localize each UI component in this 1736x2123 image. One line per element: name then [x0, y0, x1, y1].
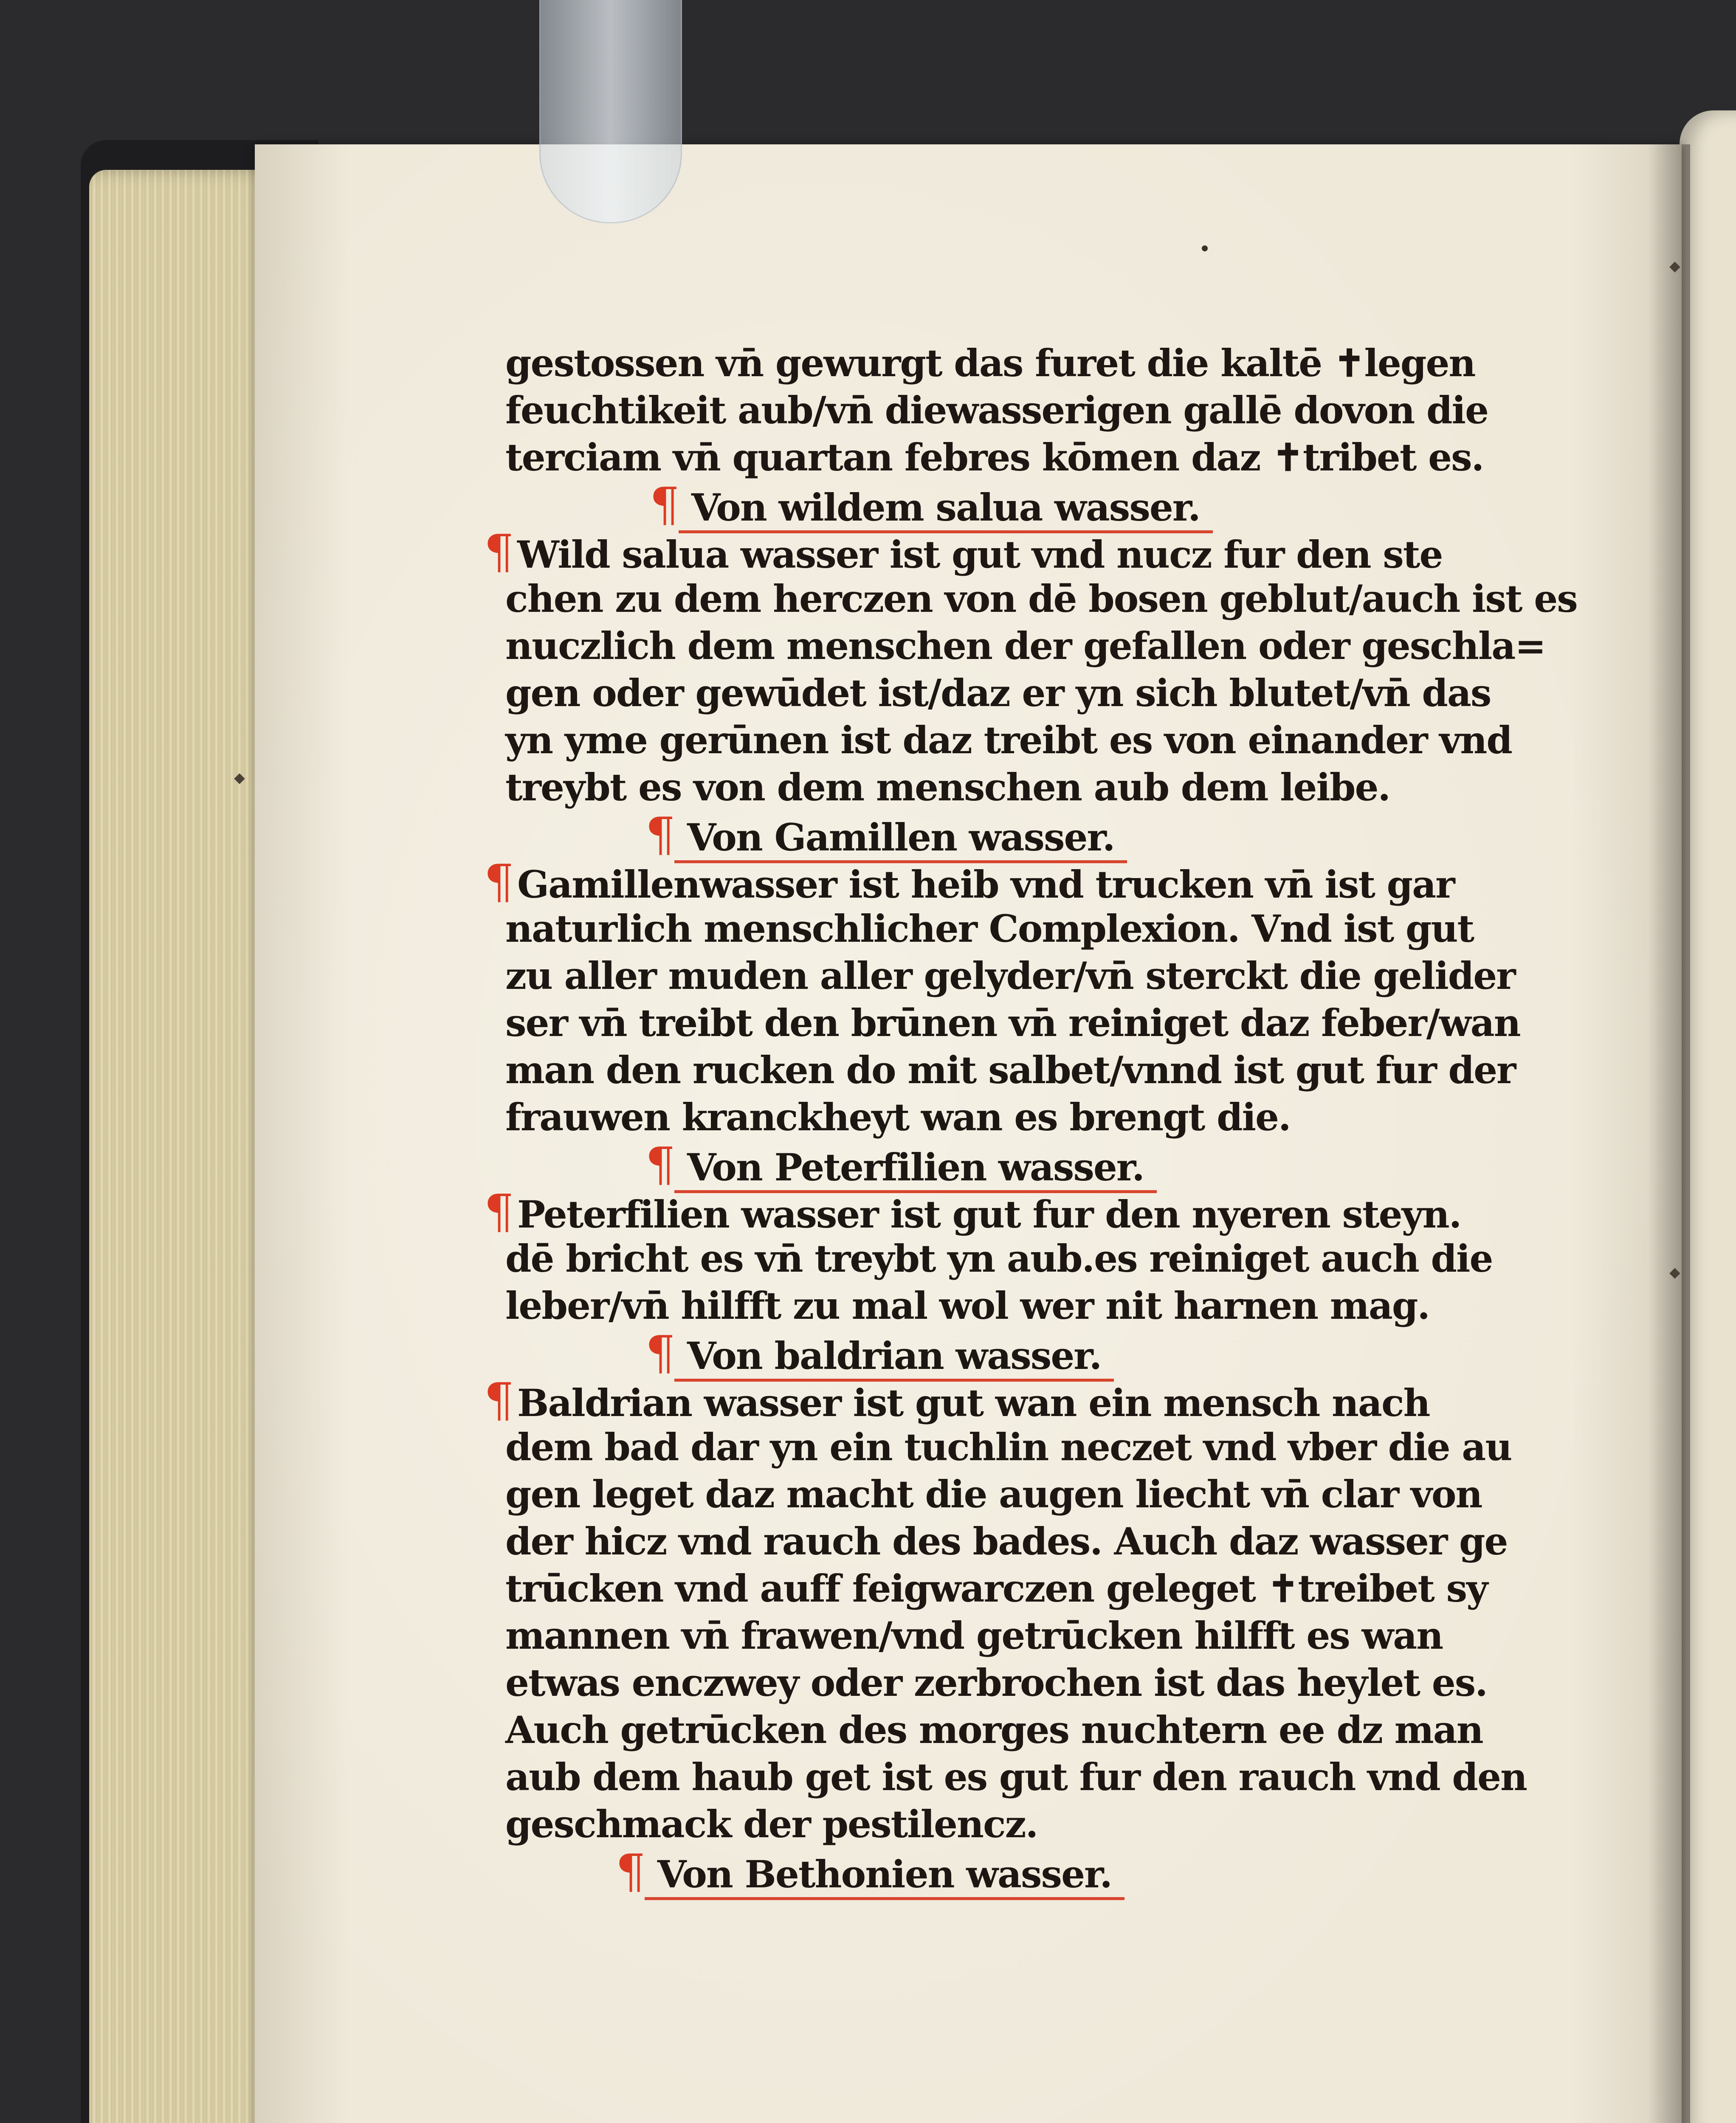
section-heading: [505, 807, 1440, 862]
text-line: [505, 434, 1484, 481]
line-text: etwas enczwey oder zerbrochen ist das heylet es.: [505, 1661, 1487, 1705]
line-text: gen leget daz macht die augen liecht vn̄ clar von: [505, 1472, 1482, 1516]
text-line: [505, 1754, 1527, 1801]
section-heading: [505, 1844, 1440, 1898]
line-text: naturlich menschlicher Complexion. Vnd ist gut: [505, 907, 1474, 951]
page-dot-mark: [1202, 245, 1208, 251]
section-heading: [505, 1137, 1440, 1191]
text-line: [505, 1471, 1482, 1518]
text-line: [505, 952, 1515, 1000]
rubric-pilcrow: ¶: [645, 807, 674, 862]
line-text: chen zu dem herczen von dē bosen geblut/auch ist es: [505, 577, 1577, 621]
line-text: treybt es von dem menschen aub dem leibe.: [505, 765, 1390, 809]
line-text: Auch getrūcken des morges nuchtern ee dz man: [505, 1708, 1483, 1752]
line-text: der hicz vnd rauch des bades. Auch daz wasser ge: [505, 1519, 1508, 1563]
line-text: feuchtikeit aub/vn̄ diewasserigen gallē dovon die: [505, 388, 1488, 432]
book-clip-top: [539, 0, 682, 223]
line-text: geschmack der pestilencz.: [505, 1802, 1038, 1846]
line-text: yn yme gerūnen ist daz treibt es von einander vnd: [505, 718, 1512, 762]
line-text: Peterfilien wasser ist gut fur den nyeren steyn.: [517, 1192, 1461, 1236]
line-text: Baldrian wasser ist gut wan ein mensch nach: [517, 1381, 1430, 1425]
heading-text: Von wildem salua wasser.: [679, 486, 1213, 533]
heading-text: Von Bethonien wasser.: [645, 1853, 1124, 1900]
rubric-pilcrow: ¶: [484, 854, 513, 909]
text-line: [505, 1706, 1483, 1754]
line-text: mannen vn̄ frawen/vnd getrūcken hilfft es wan: [505, 1613, 1443, 1658]
rubric-pilcrow: ¶: [484, 1373, 513, 1427]
heading-text: Von Peterfilien wasser.: [674, 1146, 1157, 1193]
text-line: [505, 1424, 1512, 1471]
line-text: frauwen kranckheyt wan es brengt die.: [505, 1095, 1291, 1139]
line-text: dem bad dar yn ein tuchlin neczet vnd vber die au: [505, 1425, 1512, 1469]
text-line: [505, 1801, 1440, 1848]
line-text: trūcken vnd auff feigwarczen geleget ✝treibet sy: [505, 1566, 1488, 1611]
rubric-pilcrow: ¶: [650, 477, 679, 532]
text-line: [484, 1184, 1461, 1239]
section-heading: [505, 1326, 1440, 1380]
line-text: Gamillenwasser ist heib vnd trucken vn̄ ist gar: [517, 862, 1454, 907]
line-text: nuczlich dem menschen der gefallen oder geschla=: [505, 624, 1546, 668]
rubric-pilcrow: ¶: [484, 1184, 513, 1239]
line-text: gestossen vn̄ gewurgt das furet die kaltē ✝legen: [505, 341, 1475, 385]
page-gutter-shadow: [1648, 144, 1690, 2123]
line-text: man den rucken do mit salbet/vnnd ist gut fur der: [505, 1048, 1516, 1092]
text-line: [505, 1518, 1508, 1565]
line-text: terciam vn̄ quartan febres kōmen daz ✝tribet es.: [505, 435, 1484, 479]
line-text: gen oder gewūdet ist/daz er yn sich blutet/vn̄ das: [505, 671, 1491, 715]
line-text: zu aller muden aller gelyder/vn̄ sterckt die gelider: [505, 954, 1515, 998]
line-text: leber/vn̄ hilfft zu mal wol wer nit harnen mag.: [505, 1284, 1430, 1328]
page-text-block: [484, 340, 1577, 1898]
text-line: [505, 1659, 1487, 1706]
text-line: [505, 905, 1474, 952]
rubric-pilcrow: ¶: [645, 1137, 674, 1191]
line-text: Wild salua wasser ist gut vnd nucz fur den ste: [517, 532, 1443, 577]
text-line: [505, 1282, 1440, 1329]
text-line: [505, 622, 1546, 670]
text-line: [505, 575, 1577, 622]
heading-text: Von baldrian wasser.: [674, 1335, 1114, 1382]
section-heading: [505, 477, 1440, 532]
rubric-pilcrow: ¶: [616, 1844, 645, 1898]
line-text: aub dem haub get ist es gut fur den rauch vnd den: [505, 1755, 1527, 1799]
text-line: [505, 1047, 1516, 1094]
text-line: [484, 854, 1454, 909]
text-line: [505, 1000, 1520, 1047]
text-line: [505, 387, 1488, 434]
text-line: [484, 524, 1443, 579]
rubric-pilcrow: ¶: [484, 524, 513, 579]
heading-text: Von Gamillen wasser.: [674, 816, 1127, 863]
text-line: [505, 670, 1491, 717]
text-line: [484, 1373, 1440, 1427]
text-line: [505, 1612, 1443, 1659]
line-text: ser vn̄ treibt den brūnen vn̄ reiniget daz feber/wan: [505, 1001, 1520, 1045]
text-line: [505, 340, 1475, 387]
line-text: dē bricht es vn̄ treybt yn aub.es reiniget auch die: [505, 1236, 1493, 1281]
text-line: [505, 717, 1512, 764]
text-line: [505, 1094, 1440, 1141]
text-line: [505, 1235, 1493, 1282]
text-line: [505, 764, 1440, 811]
rubric-pilcrow: ¶: [645, 1326, 674, 1380]
text-line: [505, 1565, 1488, 1612]
